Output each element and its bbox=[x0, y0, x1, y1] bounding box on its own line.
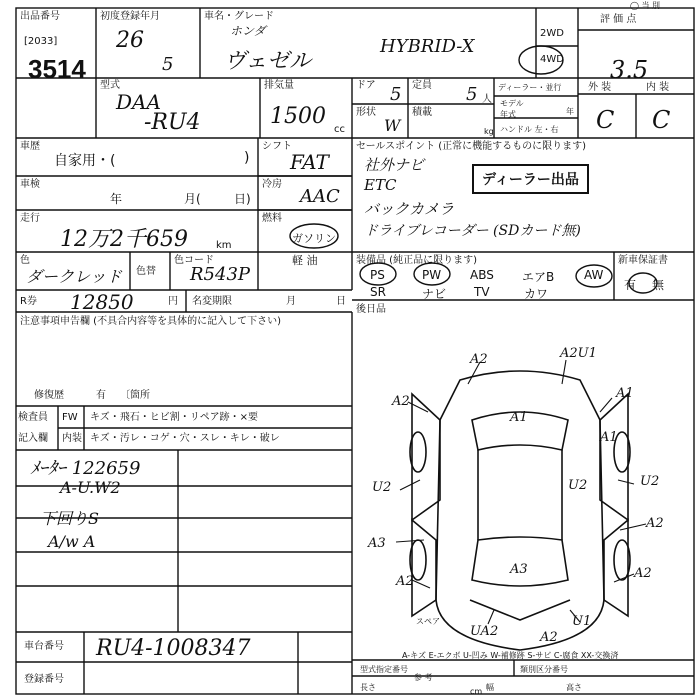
drive-4wd: 4WD bbox=[540, 54, 564, 65]
spare-label: スペア bbox=[416, 617, 440, 626]
drive-2wd: 2WD bbox=[540, 28, 564, 39]
manual-yes: 有 bbox=[624, 278, 637, 292]
maker: ホンダ bbox=[230, 24, 266, 38]
repair-label: 修復歴 bbox=[34, 390, 64, 401]
equip-leather: カワ bbox=[524, 287, 549, 301]
equip-navi: ナビ bbox=[422, 287, 447, 301]
mark-rear-door-left: A3 bbox=[368, 536, 386, 551]
afterdate-label: 後日品 bbox=[356, 304, 386, 315]
width-label: 幅 bbox=[486, 683, 494, 692]
cap-unit: 人 bbox=[482, 94, 492, 105]
damage-legend: A-キズ E-エクボ U-凹み W-補修跡 S-サビ C-腐食 XX-交換済 bbox=[402, 651, 619, 660]
inspect-year: 年 bbox=[110, 192, 123, 206]
mark-rear-glass: A3 bbox=[510, 562, 528, 577]
fw-label: FW bbox=[62, 412, 78, 423]
mark-rear-corner: U1 bbox=[572, 614, 592, 629]
fuel-gas: ガソリン bbox=[292, 232, 336, 245]
mileage-value: 12万2千659 bbox=[60, 227, 188, 252]
ext-value: C bbox=[596, 106, 615, 134]
load-unit: kg bbox=[484, 127, 494, 136]
grade: HYBRID-X bbox=[380, 36, 475, 57]
lot-label: 出品番号 bbox=[20, 11, 60, 22]
fuel-diesel: 軽 油 bbox=[292, 254, 318, 267]
cc-label: 排気量 bbox=[264, 80, 294, 91]
int-value: C bbox=[652, 106, 671, 134]
sales-label: セールスポイント (正常に機能するものに限ります) bbox=[356, 141, 587, 152]
load-label: 積載 bbox=[412, 107, 432, 118]
mark-fender-left: A2 bbox=[392, 394, 410, 409]
mark-rear-fender-left: A2 bbox=[396, 574, 414, 589]
color-label: 色 bbox=[20, 255, 30, 266]
equip-airbag: エアB bbox=[522, 270, 555, 284]
shape-label: 形状 bbox=[356, 107, 376, 118]
color-value: ダークレッド bbox=[26, 267, 122, 286]
cap-value: 5 bbox=[466, 84, 478, 105]
type-1: DAA bbox=[116, 90, 161, 114]
door-label: ドア bbox=[356, 80, 376, 91]
manual-no: 無 bbox=[652, 278, 665, 292]
mark-rear-bumper: UA2 bbox=[470, 624, 499, 639]
make-label: 車名・グレード bbox=[204, 11, 274, 22]
mileage-label: 走行 bbox=[20, 213, 40, 224]
score-label: 評 価 点 bbox=[600, 14, 637, 25]
sales-point-4: ドライブレコーダー (SDカード無) bbox=[364, 223, 581, 239]
month-label: 月 bbox=[286, 296, 296, 307]
equip-sr: SR bbox=[370, 285, 386, 299]
ref-class-label: 類別区分番号 bbox=[520, 665, 568, 674]
model-year-label: モデル年式 bbox=[500, 99, 524, 119]
sales-point-3: バックカメラ bbox=[364, 200, 455, 218]
repair-detail: 〔箇所 bbox=[120, 390, 150, 401]
int-label: 内 装 bbox=[646, 82, 670, 93]
len-label: 長さ bbox=[360, 683, 376, 692]
history-value: 自家用・( bbox=[54, 153, 116, 169]
note-under: 下回りS bbox=[40, 509, 99, 528]
equip-tv: TV bbox=[474, 285, 490, 299]
int-items: キズ・汚レ・コゲ・穴・スレ・キレ・破レ bbox=[90, 433, 280, 444]
history-close: ) bbox=[244, 150, 250, 166]
equip-label: 装備品 (純正品に限ります) bbox=[356, 255, 477, 266]
ref-sub-1: 参 考 bbox=[414, 673, 433, 682]
history-label: 車歴 bbox=[20, 141, 40, 152]
sales-point-2: ETC bbox=[364, 176, 397, 194]
notes-label: 注意事項申告欄 (不具合内容等を具体的に記入して下さい) bbox=[20, 316, 281, 327]
entry-label: 記入欄 bbox=[18, 433, 48, 444]
mark-front: A2 bbox=[470, 352, 488, 367]
cap-label: 定員 bbox=[412, 80, 432, 91]
inspector-label: 検査員 bbox=[18, 412, 48, 423]
repair-value: 有 bbox=[96, 390, 106, 401]
height-label: 高さ bbox=[566, 683, 582, 692]
door-value: 5 bbox=[390, 84, 402, 105]
chassis-label: 車台番号 bbox=[24, 641, 64, 652]
shape-value: W bbox=[384, 116, 401, 135]
model: ヴェゼル bbox=[224, 49, 312, 74]
dealer-box: ディーラー出品 bbox=[472, 164, 589, 194]
int-notes-label: 内装 bbox=[62, 433, 82, 444]
mark-fender-right: A1 bbox=[616, 386, 634, 401]
mark-door-right-inner: U2 bbox=[568, 478, 588, 493]
reg-month: 5 bbox=[162, 54, 174, 75]
ac-label: 冷房 bbox=[262, 179, 282, 190]
score-value: 3.5 bbox=[610, 56, 649, 84]
cc-unit: cc bbox=[334, 124, 345, 135]
ac-value: AAC bbox=[300, 186, 340, 207]
fuel-label: 燃料 bbox=[262, 213, 282, 224]
note-damage: A-U.W2 bbox=[60, 478, 121, 497]
type-2: -RU4 bbox=[144, 110, 201, 135]
ext-label: 外 装 bbox=[588, 82, 612, 93]
rtax-unit: 円 bbox=[168, 296, 178, 307]
mark-hood: A1 bbox=[510, 410, 528, 425]
year-unit: 年 bbox=[566, 107, 574, 116]
top-legend: ◯ 当 別 bbox=[630, 1, 661, 10]
day-label: 日 bbox=[336, 296, 346, 307]
plate-label: 登録番号 bbox=[24, 674, 64, 685]
fw-items: キズ・飛石・ヒビ割・リペア跡・×要 bbox=[90, 412, 258, 423]
inspect-label: 車検 bbox=[20, 179, 40, 190]
inspect-month: 月( bbox=[184, 192, 201, 206]
inspect-day: 日) bbox=[234, 192, 251, 206]
type-label: 型式 bbox=[100, 80, 120, 91]
sales-point-1: 社外ナビ bbox=[364, 156, 425, 174]
shift-label: シフト bbox=[262, 141, 292, 152]
lot-sub: [2033] bbox=[24, 36, 58, 47]
rtax-label: R券 bbox=[20, 296, 37, 307]
shift-value: FAT bbox=[290, 150, 329, 174]
handle-label: ハンドル 左・右 bbox=[500, 125, 559, 134]
equip-pw: PW bbox=[422, 268, 442, 282]
lot-number: 3514 bbox=[28, 54, 86, 84]
equip-aw: AW bbox=[584, 268, 604, 282]
color-code-label: 色コード bbox=[174, 255, 214, 266]
mark-door-left: U2 bbox=[372, 480, 392, 495]
mileage-unit: km bbox=[216, 240, 232, 251]
equip-abs: ABS bbox=[470, 268, 494, 282]
mark-pillar-right: A1 bbox=[600, 430, 618, 445]
note-aw: A/w A bbox=[48, 532, 96, 551]
dealer-label: ディーラー・並行 bbox=[498, 83, 562, 92]
ref-type-label: 型式指定番号 bbox=[360, 665, 408, 674]
reg-label: 初度登録年月 bbox=[100, 11, 160, 22]
len-unit: cm bbox=[470, 687, 483, 696]
note-meter: ﾒｰﾀｰ 122659 bbox=[30, 458, 141, 479]
manual-label: 新車保証書 bbox=[618, 255, 668, 266]
chassis-value: RU4-1008347 bbox=[96, 636, 251, 661]
color-change-label: 色替 bbox=[136, 266, 156, 277]
mark-front-right: A2U1 bbox=[560, 346, 597, 361]
mark-door-right: U2 bbox=[640, 474, 660, 489]
namechange-label: 名変期限 bbox=[192, 296, 232, 307]
color-code-value: R543P bbox=[190, 264, 251, 285]
cc-value: 1500 bbox=[270, 104, 326, 129]
rtax-value: 12850 bbox=[70, 290, 134, 314]
reg-year: 26 bbox=[116, 28, 144, 53]
mark-rear-right: A2 bbox=[540, 630, 558, 645]
mark-rear-fender-right: A2 bbox=[634, 566, 652, 581]
mark-rear-door-right: A2 bbox=[646, 516, 664, 531]
equip-ps: PS bbox=[370, 268, 385, 282]
